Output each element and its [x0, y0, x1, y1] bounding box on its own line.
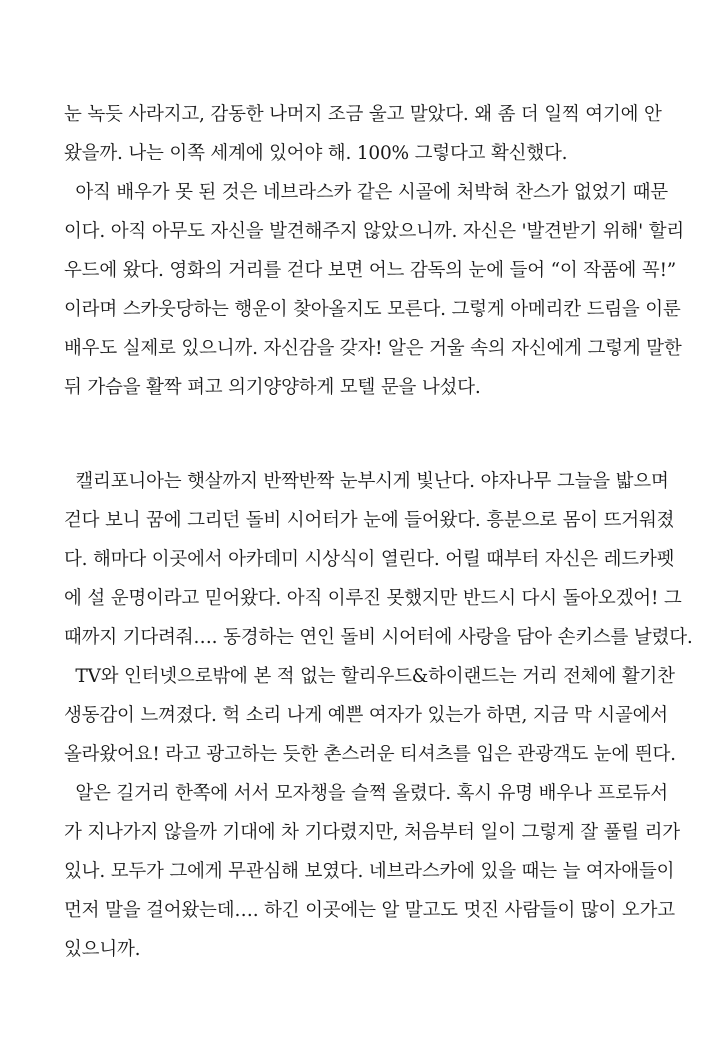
text-line: 알은 길거리 한쪽에 서서 모자챙을 슬쩍 올렸다. 혹시 유명 배우나 프로듀서 — [64, 783, 668, 804]
text-line: 때까지 기다려줘…. 동경하는 연인 돌비 시어터에 사랑을 담아 손키스를 날렸다. — [64, 627, 693, 648]
text-line: 올라왔어요! 라고 광고하는 듯한 촌스러운 티셔츠를 입은 관광객도 눈에 띈다. — [64, 744, 676, 765]
text-line: 에 설 운명이라고 믿어왔다. 아직 이루진 못했지만 반드시 다시 돌아오겠어! 그 — [64, 588, 682, 609]
text-line: 눈 녹듯 사라지고, 감동한 나머지 조금 울고 말았다. 왜 좀 더 일찍 여기에 안 — [64, 104, 662, 125]
text-block-1 — [64, 100, 685, 412]
text-line: TV와 인터넷으로밖에 본 적 없는 할리우드&하이랜드는 거리 전체에 활기찬 — [64, 666, 675, 687]
text-line: 이라며 스카웃당하는 행운이 찾아올지도 모른다. 그렇게 아메리칸 드림을 이룬 — [64, 299, 681, 320]
text-line: 있나. 모두가 그에게 무관심해 보였다. 네브라스카에 있을 때는 늘 여자애들이 — [64, 861, 675, 882]
text-line: 가 지나가지 않을까 기대에 차 기다렸지만, 처음부터 일이 그렇게 잘 풀릴 리가 — [64, 822, 680, 843]
text-line: 우드에 왔다. 영화의 거리를 걷다 보면 어느 감독의 눈에 들어 “이 작품에 꼭!” — [64, 260, 677, 281]
text-line: 다. 해마다 이곳에서 아카데미 시상식이 열린다. 어릴 때부터 자신은 레드카펫 — [64, 549, 675, 570]
text-line: 이다. 아직 아무도 자신을 발견해주지 않았으니까. 자신은 '발견받기 위해' 할리 — [64, 221, 685, 242]
text-line: 캘리포니아는 햇살까지 반짝반짝 눈부시게 빛난다. 야자나무 그늘을 밟으며 — [64, 471, 669, 492]
text-block-2 — [64, 467, 693, 974]
text-line: 걷다 보니 꿈에 그리던 돌비 시어터가 눈에 들어왔다. 흥분으로 몸이 뜨거워졌 — [64, 510, 675, 531]
text-line: 왔을까. 나는 이쪽 세계에 있어야 해. 100% 그렇다고 확신했다. — [64, 143, 568, 164]
text-line: 생동감이 느껴졌다. 헉 소리 나게 예쁜 여자가 있는가 하면, 지금 막 시골에서 — [64, 705, 668, 726]
text-line: 뒤 가슴을 활짝 펴고 의기양양하게 모텔 문을 나섰다. — [64, 377, 481, 398]
text-line: 있으니까. — [64, 939, 141, 960]
text-line: 아직 배우가 못 된 것은 네브라스카 같은 시골에 처박혀 찬스가 없었기 때문 — [64, 182, 668, 203]
text-line: 먼저 말을 걸어왔는데…. 하긴 이곳에는 알 말고도 멋진 사람들이 많이 오가고 — [64, 900, 675, 921]
text-line: 배우도 실제로 있으니까. 자신감을 갖자! 알은 거울 속의 자신에게 그렇게 말한 — [64, 338, 682, 359]
